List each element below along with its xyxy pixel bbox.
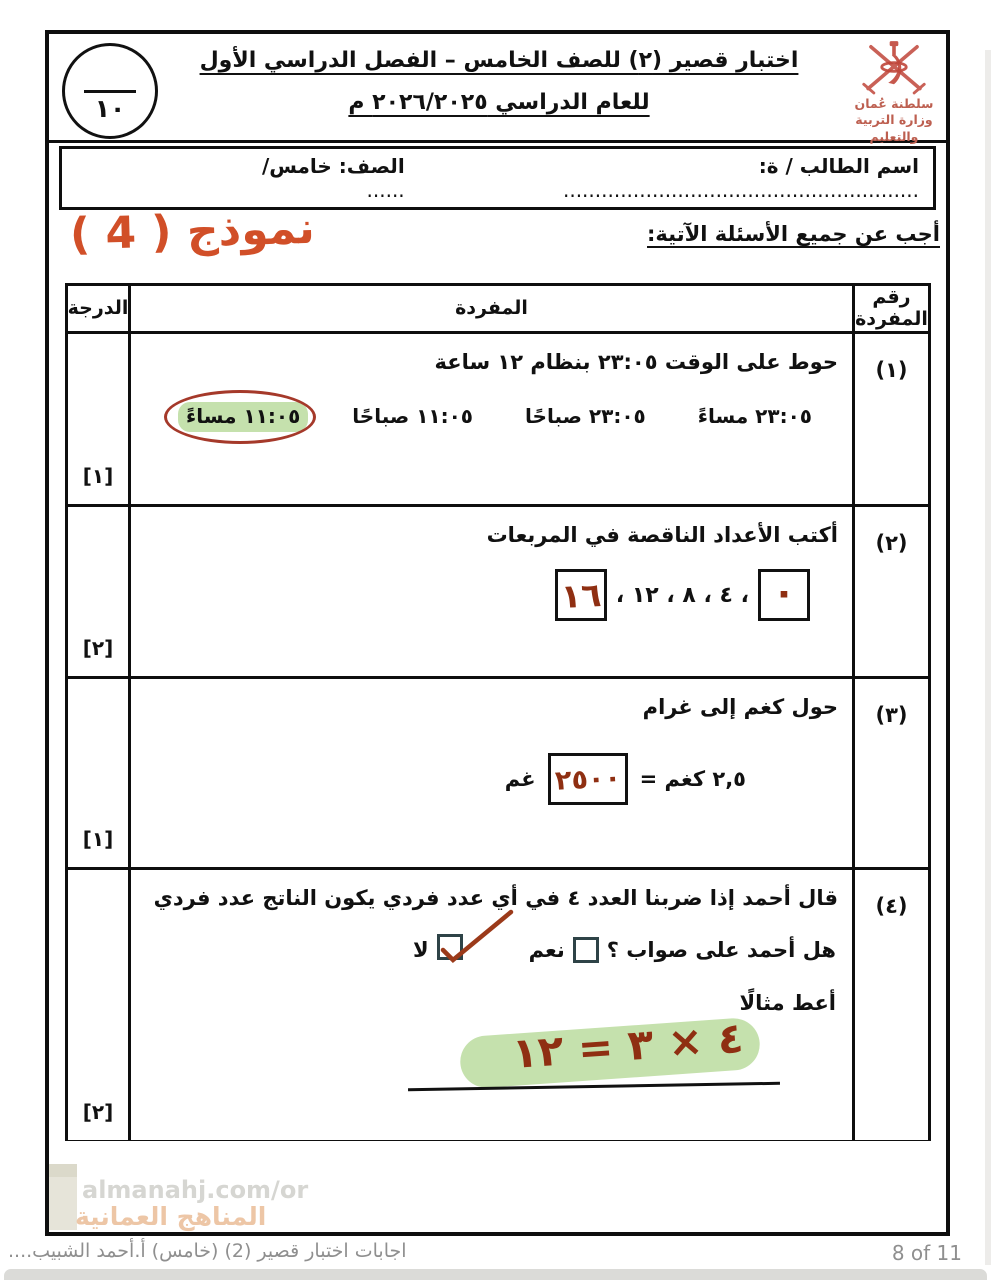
- score-blank-line: [84, 90, 136, 93]
- col-header-item: المفردة: [131, 286, 852, 331]
- q2-handwritten-last: ١٦: [559, 574, 602, 616]
- q1-option-3[interactable]: ١١:٠٥ صباحًا: [352, 404, 474, 428]
- q1-text: حوط على الوقت ٢٣:٠٥ بنظام ١٢ ساعة: [434, 350, 838, 374]
- watermark-brand: المناهج العمانية: [75, 1202, 267, 1231]
- page-edge-shadow: [985, 50, 991, 1265]
- q4-number: (٤): [855, 870, 928, 1140]
- q4-text: قال أحمد إذا ضربنا العدد ٤ في أي عدد فردي يكون الناتج عدد فردي: [153, 886, 838, 910]
- red-checkmark-icon: [429, 906, 517, 968]
- student-name-blank[interactable]: ........................................................: [562, 178, 919, 202]
- watermark-block-top: [49, 1164, 77, 1177]
- q3-score: [١]: [68, 679, 128, 867]
- emblem-ministry-label: وزارة التربية والتعليم: [855, 112, 933, 144]
- q1-content: [131, 334, 852, 504]
- q2-answer-box-first[interactable]: [758, 569, 810, 621]
- q2-handwritten-first: ٠: [772, 570, 796, 614]
- student-info-box: [59, 146, 936, 210]
- q4-handwritten-answer: ٤ × ٣ = ١٢: [510, 1012, 745, 1079]
- q2-text: أكتب الأعداد الناقصة في المربعات: [486, 523, 838, 547]
- q4-example-label: أعط مثالًا: [739, 991, 836, 1015]
- q4-answer-area[interactable]: [145, 1012, 838, 1103]
- page-indicator: 8 of 11: [891, 1241, 962, 1265]
- q2-score: [٢]: [68, 507, 128, 676]
- q2-answer-box-last[interactable]: [555, 569, 607, 621]
- q4-content: [131, 870, 852, 1140]
- instruction-text: أجب عن جميع الأسئلة الآتية:: [647, 222, 940, 246]
- q4-score: [٢]: [68, 870, 128, 1140]
- document-title-footer: اجابات اختبار قصير (2) (خامس) أ.أحمد الشبيب....: [8, 1240, 407, 1262]
- exam-title: اختبار قصير (٢) للصف الخامس – الفصل الدراسي الأول: [199, 48, 799, 73]
- q1-option-4[interactable]: ١١:٠٥ مساءً: [186, 404, 301, 428]
- col-header-score: الدرجة: [68, 286, 128, 331]
- exam-titles: [199, 48, 799, 115]
- teacher-circle-mark: [164, 390, 316, 444]
- q3-number: (٣): [855, 679, 928, 867]
- student-class-field[interactable]: [220, 154, 405, 202]
- q3-equation-prefix: ٢,٥ كغم =: [639, 767, 746, 791]
- q4-yes-label: نعم: [528, 937, 565, 962]
- oman-emblem-icon: [839, 38, 949, 96]
- q2-sequence-numbers: ، ٤ ، ٨ ، ١٢ ،: [615, 582, 749, 608]
- col-header-item-number: رقم المفردة: [855, 285, 928, 330]
- student-class-blank[interactable]: ......: [366, 178, 405, 202]
- q1-option-1[interactable]: ٢٣:٠٥ مساءً: [697, 404, 812, 428]
- q4-prompt: هل أحمد على صواب ؟: [606, 937, 836, 962]
- score-total: ١٠: [94, 94, 126, 123]
- q4-yes-no-row: [145, 934, 838, 965]
- academic-year: للعام الدراسي ٢٠٢٦/٢٠٢٥ م: [348, 90, 650, 115]
- student-name-label: اسم الطالب / ة:: [758, 154, 919, 178]
- q3-equation: [145, 753, 838, 805]
- q3-text: حول كغم إلى غرام: [642, 695, 838, 719]
- model-number-handwriting: نموذج ( 4 ): [69, 202, 316, 261]
- q4-yes-checkbox[interactable]: [573, 937, 599, 963]
- q3-answer-box[interactable]: [548, 753, 628, 805]
- q3-content: [131, 679, 852, 867]
- student-name-field[interactable]: [405, 154, 919, 202]
- header-divider: [49, 140, 946, 143]
- q4-no-label: لا: [412, 937, 429, 962]
- q2-sequence: [145, 569, 838, 621]
- exam-frame: [45, 30, 950, 1236]
- q1-number: (١): [855, 334, 928, 504]
- q3-handwritten-answer: ٢٥٠٠: [553, 761, 622, 797]
- q1-option-2[interactable]: ٢٣:٠٥ صباحًا: [525, 404, 646, 428]
- q1-selected-option-wrap[interactable]: [186, 404, 300, 428]
- q1-options: [145, 404, 838, 428]
- q1-score: [١]: [68, 334, 128, 504]
- watermark-url: almanahj.com/or: [82, 1176, 309, 1204]
- emblem-country-label: سلطنة عُمان: [854, 96, 934, 111]
- student-class-label: الصف: خامس/: [261, 154, 405, 178]
- question-table: [65, 283, 931, 1141]
- q3-unit-label: غم: [504, 767, 536, 791]
- ministry-header: [839, 38, 949, 145]
- q2-content: [131, 507, 852, 676]
- q4-answer-line: [408, 1082, 780, 1091]
- next-page-edge[interactable]: [4, 1269, 987, 1280]
- q2-number: (٢): [855, 507, 928, 676]
- score-circle: [62, 43, 158, 139]
- q4-no-checkbox-wrap[interactable]: [437, 934, 463, 965]
